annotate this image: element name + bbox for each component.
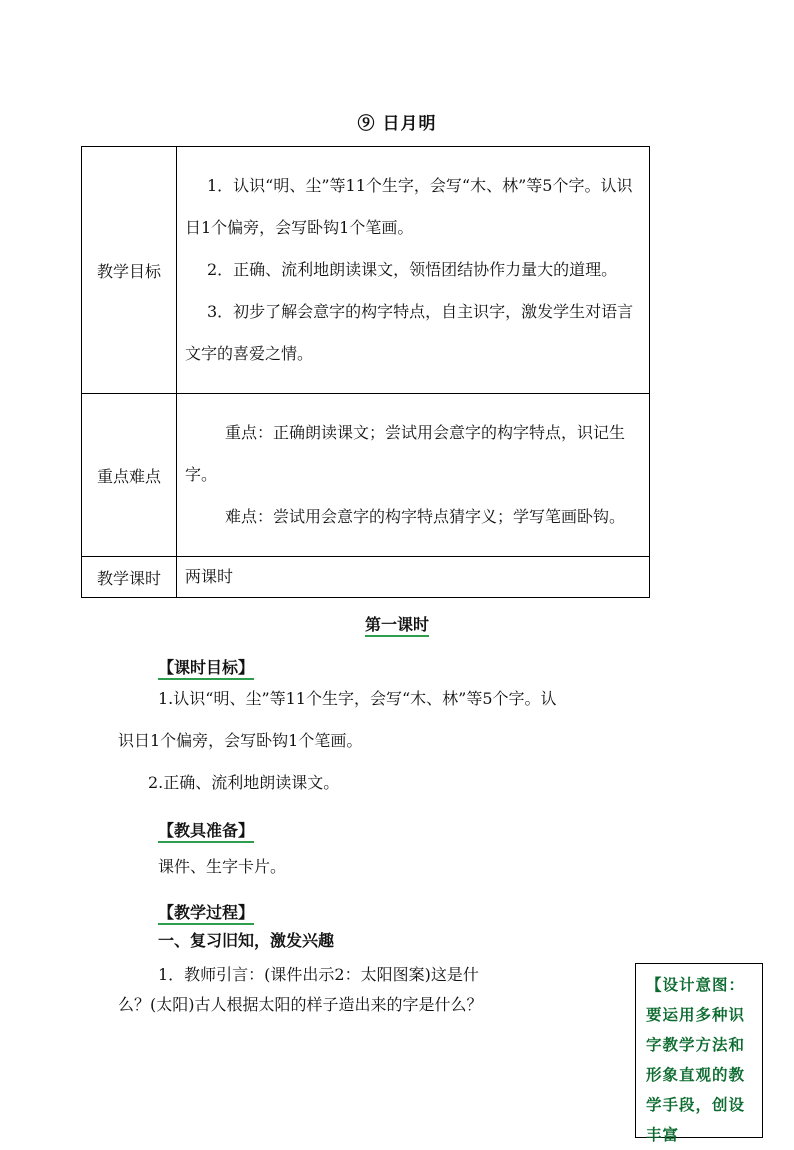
- lesson-info-table: [81, 146, 650, 598]
- materials-text: 课件、生字卡片。: [158, 857, 287, 876]
- key-point: 重点：正确朗读课文；尝试用会意字的构字特点，识记生字。: [185, 423, 626, 484]
- goal-2: 2.正确、流利地朗读课文。: [148, 773, 340, 792]
- step-1-line-1: 1．教师引言：(课件出示2：太阳图案)这是什: [158, 965, 479, 984]
- table-row-key-points: [82, 394, 650, 557]
- table-row-periods: [82, 557, 650, 598]
- table-row-objectives: [82, 147, 650, 394]
- objective-3: 3．初步了解会意字的构字特点，自主识字，激发学生对语言文字的喜爱之情。: [185, 302, 634, 363]
- section-title: 第一课时: [0, 612, 794, 635]
- page-title: ⑨ 日月明: [357, 114, 437, 134]
- process-header: 【教学过程】: [158, 900, 254, 923]
- objective-1: 1．认识“明、尘”等11个生字，会写“木、林”等5个字。认识日1个偏旁，会写卧钩1个笔画。: [185, 176, 633, 237]
- row-label-key-points: 重点难点: [82, 394, 177, 557]
- goal-1-line-2: 识日1个偏旁，会写卧钩1个笔画。: [118, 731, 363, 750]
- goals-header: 【课时目标】: [158, 655, 254, 678]
- objective-2: 2．正确、流利地朗读课文，领悟团结协作力量大的道理。: [207, 260, 618, 279]
- step-1-title: 一、复习旧知，激发兴趣: [158, 931, 335, 950]
- periods-text: 两课时: [185, 567, 234, 586]
- design-intent-note: 【设计意图：要运用多种识字教学方法和形象直观的教学手段，创设丰富: [635, 963, 763, 1138]
- row-label-objectives: 教学目标: [82, 147, 177, 394]
- goal-1-line-1: 1.认识“明、尘”等11个生字，会写“木、林”等5个字。认: [158, 689, 557, 708]
- difficult-point: 难点：尝试用会意字的构字特点猜字义；学写笔画卧钩。: [225, 507, 626, 526]
- row-content-periods: [177, 557, 650, 598]
- step-1-line-2: 么？(太阳)古人根据太阳的样子造出来的字是什么？: [118, 995, 483, 1014]
- materials-header: 【教具准备】: [158, 818, 254, 841]
- row-label-periods: 教学课时: [82, 557, 177, 598]
- row-content-objectives: [177, 147, 650, 394]
- row-content-key-points: [177, 394, 650, 557]
